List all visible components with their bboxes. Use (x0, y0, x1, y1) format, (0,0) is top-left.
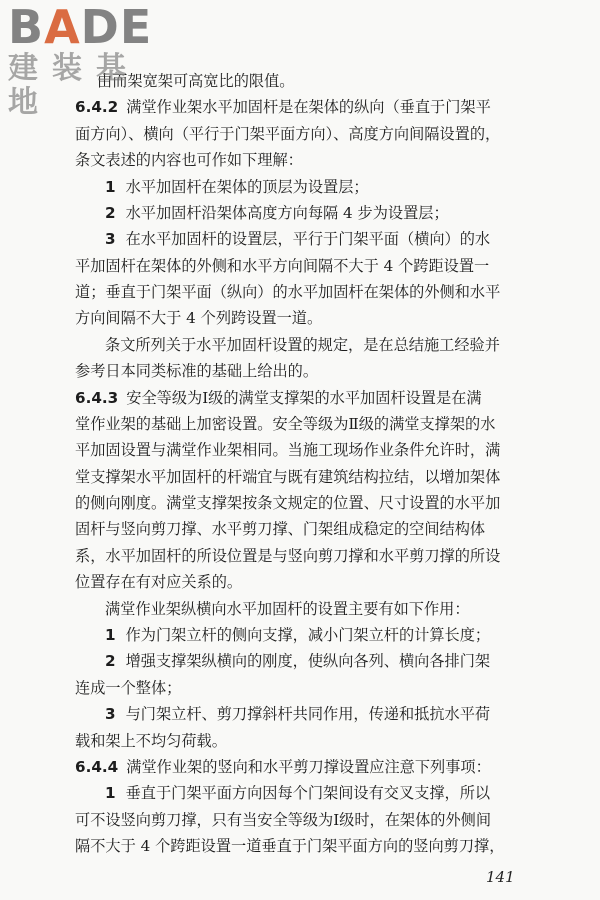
list-item: 3 在水平加固杆的设置层，平行于门架平面（横向）的水 (105, 230, 491, 249)
section-number: 6.4.2 (75, 98, 119, 117)
item-number: 3 (105, 705, 116, 724)
text-line: 由而架宽架可高宽比的限值。 (97, 72, 295, 90)
list-item: 1 水平加固杆在架体的顶层为设置层； (105, 177, 369, 196)
list-item: 2 水平加固杆沿架体高度方向每隔 4 步为设置层； (105, 203, 449, 222)
text-line: 载和架上不均匀荷载。 (75, 731, 227, 750)
item-number: 2 (105, 203, 116, 222)
text-line: 道；垂直于门架平面（纵向）的水平加固杆在架体的外侧和水平 (75, 283, 501, 301)
text-line: 位置存在有对应关系的。 (75, 573, 243, 592)
text-line: 系，水平加固杆的所设位置是与竖向剪刀撑和水平剪刀撑的所设 (75, 546, 501, 565)
section-number: 6.4.3 (75, 388, 119, 407)
text-line: 连成一个整体； (75, 678, 182, 697)
list-item: 1 作为门架立杆的侧向支撑，减小门架立杆的计算长度； (105, 626, 491, 644)
list-item: 2 增强支撑架纵横向的刚度，使纵向各列、横向各排门架 (105, 652, 491, 671)
text-line: 固杆与竖向剪刀撑、水平剪刀撑、门架组成稳定的空间结构体 (75, 520, 486, 539)
section-heading-line: 6.4.4 满堂作业架的竖向和水平剪刀撑设置应注意下列事项： (75, 757, 491, 776)
text-line: 参考日本同类标准的基础上给出的。 (75, 362, 318, 381)
section-number: 6.4.4 (75, 757, 119, 776)
page-number: 141 (486, 868, 515, 886)
text-line: 面方向）、横向（平行于门架平面方向）、高度方向间隔设置的， (75, 124, 501, 143)
item-number: 1 (105, 626, 116, 644)
item-number: 1 (105, 784, 116, 803)
item-number: 3 (105, 230, 116, 249)
list-item: 1 垂直于门架平面方向因每个门架间设有交叉支撑，所以 (105, 784, 491, 803)
text-line: 平加固杆在架体的外侧和水平方向间隔不大于 4 个跨距设置一 (75, 256, 490, 275)
text-line: 可不设竖向剪刀撑，只有当安全等级为Ⅰ级时，在架体的外侧间 (75, 810, 492, 829)
item-number: 1 (105, 177, 116, 196)
text-line: 平加固设置与满堂作业架相同。当施工现场作业条件允许时，满 (75, 441, 501, 460)
logo-latin-text: BADE (8, 0, 153, 54)
logo-chinese-text: 建装基地 (8, 51, 140, 120)
text-line: 满堂作业架纵横向水平加固杆的设置主要有如下作用： (105, 599, 470, 618)
section-heading-line: 6.4.2 满堂作业架水平加固杆是在架体的纵向（垂直于门架平 (75, 98, 491, 117)
section-heading-line: 6.4.3 安全等级为Ⅰ级的满堂支撑架的水平加固杆设置是在满 (75, 388, 482, 407)
text-line: 隔不大于 4 个跨距设置一道垂直于门架平面方向的竖向剪刀撑， (75, 837, 505, 855)
text-line: 方向间隔不大于 4 个列跨设置一道。 (75, 309, 323, 328)
list-item: 3 与门架立杆、剪刀撑斜杆共同作用，传递和抵抗水平荷 (105, 705, 491, 724)
text-line: 条文表述的内容也可作如下理解： (75, 151, 303, 170)
text-line: 堂支撑架水平加固杆的杆端宜与既有建筑结构拉结，以增加架体 (75, 467, 501, 486)
text-line: 的侧向刚度。满堂支撑架按条文规定的位置、尺寸设置的水平加 (75, 494, 501, 513)
text-line: 条文所列关于水平加固杆设置的规定，是在总结施工经验并 (105, 335, 500, 354)
item-number: 2 (105, 652, 116, 671)
text-line: 堂作业架的基础上加密设置。安全等级为Ⅱ级的满堂支撑架的水 (75, 414, 496, 433)
